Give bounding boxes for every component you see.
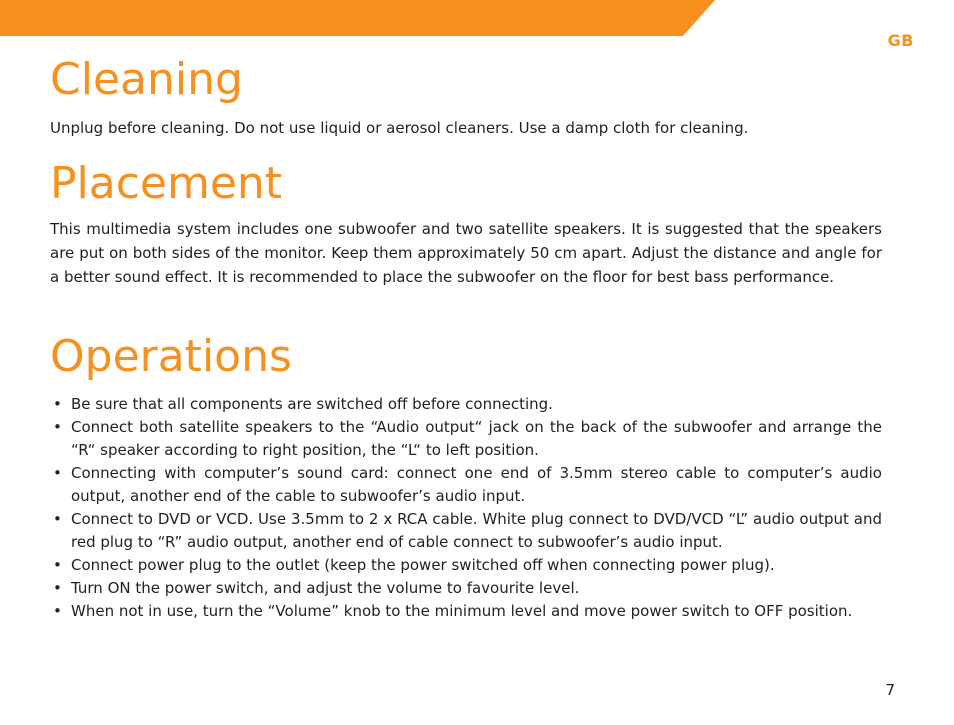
- bullet-icon: •: [53, 418, 62, 436]
- cleaning-text: Unplug before cleaning. Do not use liquid or aerosol cleaners. Use a damp cloth for cleaning.: [50, 119, 749, 137]
- placement-text: This multimedia system includes one subwoofer and two satellite speakers. It is suggested that the speakers are put on both sides of the monitor. Keep them approximately 50 cm apart. Adjust the distance and angle for a better sound effect. It is recommended to place the subwoofer on the floor for best bass performance.: [50, 220, 882, 286]
- header-band: [0, 0, 954, 38]
- list-item: [50, 462, 882, 508]
- header-band-shape: [0, 0, 715, 36]
- list-item: [50, 554, 882, 577]
- list-item: [50, 508, 882, 554]
- list-item-text: Turn ON the power switch, and adjust the volume to favourite level.: [71, 579, 580, 597]
- list-item-text: Connecting with computer’s sound card: connect one end of 3.5mm stereo cable to computer’s audio output, another end of the cable to subwoofer’s audio input.: [71, 464, 882, 505]
- list-item-text: When not in use, turn the “Volume” knob to the minimum level and move power switch to OFF position.: [71, 602, 853, 620]
- list-item: [50, 416, 882, 462]
- list-item-text: Connect to DVD or VCD. Use 3.5mm to 2 x RCA cable. White plug connect to DVD/VCD “L” audio output and red plug to “R” audio output, another end of cable connect to subwoofer’s audio input.: [71, 510, 882, 551]
- list-item-text: Be sure that all components are switched off before connecting.: [71, 395, 553, 413]
- page-number: 7: [885, 681, 895, 699]
- bullet-icon: •: [53, 464, 62, 482]
- list-item: [50, 577, 882, 600]
- cleaning-title: Cleaning: [50, 54, 243, 105]
- bullet-icon: •: [53, 510, 62, 528]
- bullet-icon: •: [53, 395, 62, 413]
- bullet-icon: •: [53, 556, 62, 574]
- language-tag: GB: [887, 31, 914, 50]
- bullet-icon: •: [53, 579, 62, 597]
- operations-title: Operations: [50, 331, 292, 382]
- list-item-text: Connect both satellite speakers to the “Audio output“ jack on the back of the subwoofer and arrange the “R“ speaker according to right position, the “L“ to left position.: [71, 418, 882, 459]
- list-item-text: Connect power plug to the outlet (keep the power switched off when connecting power plug).: [71, 556, 775, 574]
- operations-list: [50, 393, 882, 623]
- list-item: [50, 393, 882, 416]
- bullet-icon: •: [53, 602, 62, 620]
- list-item: [50, 600, 882, 623]
- placement-title: Placement: [50, 158, 283, 209]
